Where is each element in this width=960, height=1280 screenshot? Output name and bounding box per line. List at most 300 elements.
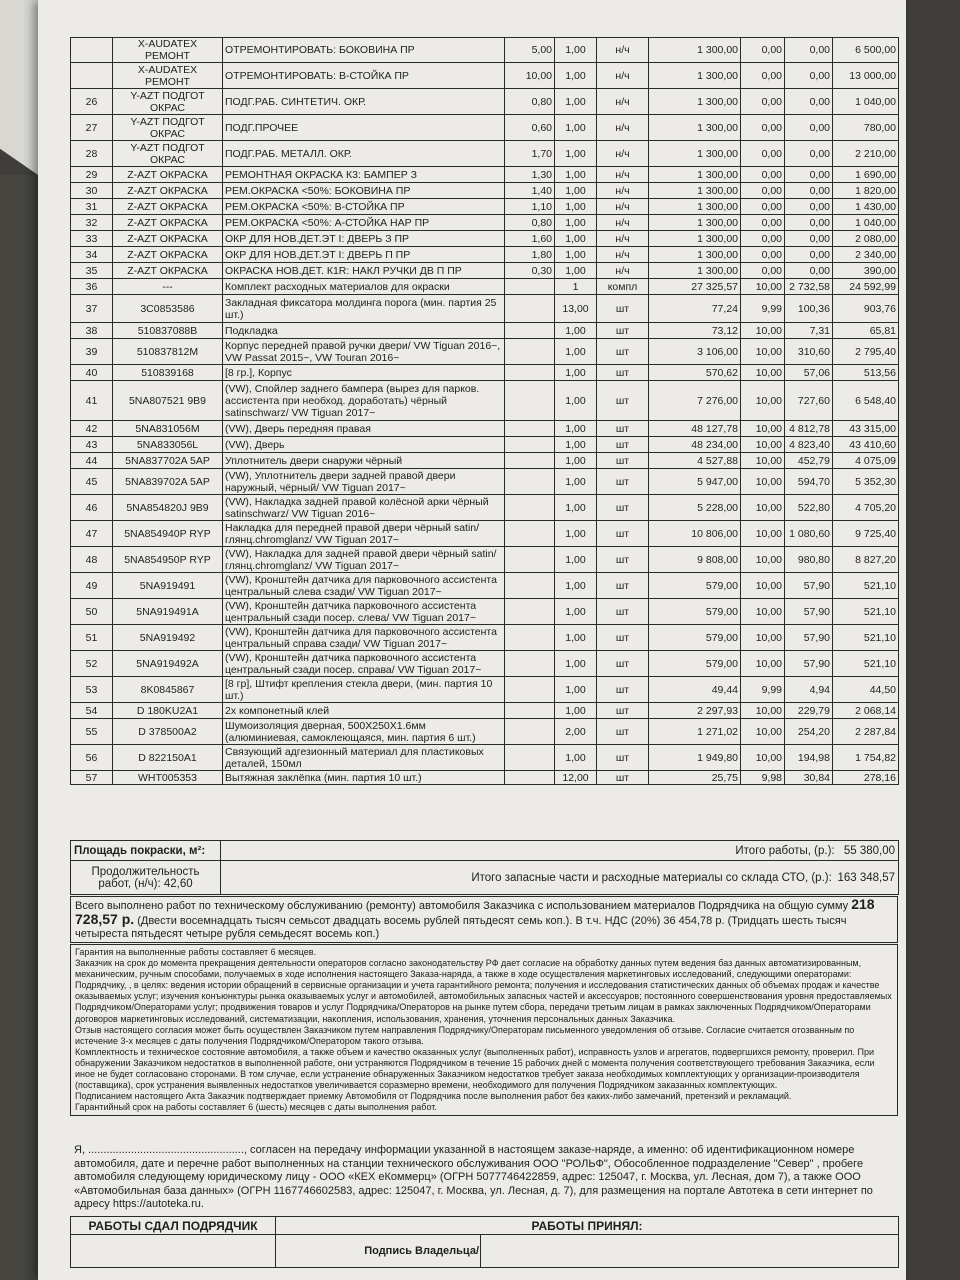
cell-code: X-AUDATEX РЕМОНТ (113, 63, 223, 89)
cell-coef: 2,00 (555, 719, 597, 745)
cell-price: 1 300,00 (649, 167, 741, 183)
cell-coef: 1,00 (555, 745, 597, 771)
table-row (71, 279, 899, 295)
cell-price: 1 300,00 (649, 183, 741, 199)
cell-disc: 0,00 (741, 183, 785, 199)
cell-name: Связующий адгезионный материал для пластиковых деталей, 150мл (223, 745, 505, 771)
cell-qty (505, 295, 555, 323)
cell-qty (505, 599, 555, 625)
table-row (71, 381, 899, 421)
cell-name: Уплотнитель двери снаружи чёрный (223, 453, 505, 469)
cell-disc: 10,00 (741, 495, 785, 521)
cell-disc: 10,00 (741, 573, 785, 599)
cell-n: 36 (71, 279, 113, 295)
cell-price: 1 300,00 (649, 63, 741, 89)
legal-act: Подписанием настоящего Акта Заказчик подтверждает приемку Автомобиля от Подрядчика после выполнения работ без каких-либо замечаний, претензий и рекламаций. (75, 1091, 792, 1102)
cell-vat: 0,00 (785, 63, 833, 89)
cell-price: 1 300,00 (649, 263, 741, 279)
cell-sum: 2 340,00 (833, 247, 899, 263)
cell-unit: н/ч (597, 183, 649, 199)
cell-unit: н/ч (597, 38, 649, 63)
cell-sum: 4 075,09 (833, 453, 899, 469)
cell-code: 5NA854950P RYP (113, 547, 223, 573)
cell-price: 570,62 (649, 365, 741, 381)
cell-price: 1 300,00 (649, 247, 741, 263)
cell-sum: 6 548,40 (833, 381, 899, 421)
table-row (71, 469, 899, 495)
table-row (71, 295, 899, 323)
cell-unit: шт (597, 339, 649, 365)
items-table (70, 37, 899, 785)
cell-n: 31 (71, 199, 113, 215)
cell-code: D 180KU2A1 (113, 703, 223, 719)
cell-unit: шт (597, 421, 649, 437)
table-row (71, 453, 899, 469)
cell-unit: шт (597, 323, 649, 339)
cell-price: 10 806,00 (649, 521, 741, 547)
cell-code: WHT005353 (113, 771, 223, 785)
cell-disc: 10,00 (741, 599, 785, 625)
cell-unit: н/ч (597, 89, 649, 115)
cell-name: (VW), Дверь передняя правая (223, 421, 505, 437)
cell-unit: шт (597, 521, 649, 547)
cell-name: РЕМ.ОКРАСКА <50%: А-СТОЙКА НАР ПР (223, 215, 505, 231)
cell-sum: 903,76 (833, 295, 899, 323)
cell-vat: 1 080,60 (785, 521, 833, 547)
cell-n: 28 (71, 141, 113, 167)
cell-price: 1 300,00 (649, 215, 741, 231)
cell-unit: н/ч (597, 231, 649, 247)
cell-price: 27 325,57 (649, 279, 741, 295)
table-row (71, 63, 899, 89)
cell-vat: 229,79 (785, 703, 833, 719)
cell-name: (VW), Спойлер заднего бампера (вырез для парков. ассистента при необход. доработать) чёрный satinschwarz/ VW Tiguan 2017~ (223, 381, 505, 421)
cell-disc: 10,00 (741, 547, 785, 573)
cell-code: Z-AZT ОКРАСКА (113, 263, 223, 279)
cell-disc: 10,00 (741, 365, 785, 381)
cell-disc: 10,00 (741, 703, 785, 719)
cell-price: 1 300,00 (649, 199, 741, 215)
cell-price: 7 276,00 (649, 381, 741, 421)
cell-qty (505, 771, 555, 785)
cell-price: 48 234,00 (649, 437, 741, 453)
cell-sum: 780,00 (833, 115, 899, 141)
cell-vat: 2 732,58 (785, 279, 833, 295)
cell-n: 51 (71, 625, 113, 651)
cell-n: 40 (71, 365, 113, 381)
cell-coef: 1,00 (555, 215, 597, 231)
cell-code: 510837088B (113, 323, 223, 339)
cell-sum: 2 287,84 (833, 719, 899, 745)
cell-disc: 10,00 (741, 453, 785, 469)
cell-vat: 0,00 (785, 199, 833, 215)
cell-price: 2 297,93 (649, 703, 741, 719)
cell-code: 5NA854820J 9B9 (113, 495, 223, 521)
legal-block (70, 944, 898, 1116)
cell-n: 48 (71, 547, 113, 573)
cell-code: Z-AZT ОКРАСКА (113, 247, 223, 263)
cell-code: X-AUDATEX РЕМОНТ (113, 38, 223, 63)
cell-sum: 2 068,14 (833, 703, 899, 719)
cell-code: 510839168 (113, 365, 223, 381)
table-row (71, 199, 899, 215)
cell-name: Закладная фиксатора молдинга порога (мин. партия 25 шт.) (223, 295, 505, 323)
cell-name: ПОДГ.РАБ. МЕТАЛЛ. ОКР. (223, 141, 505, 167)
cell-code: 5NA919492A (113, 651, 223, 677)
cell-vat: 0,00 (785, 183, 833, 199)
table-row (71, 247, 899, 263)
cell-unit: шт (597, 453, 649, 469)
cell-n: 34 (71, 247, 113, 263)
cell-sum: 513,56 (833, 365, 899, 381)
cell-name: ОКР ДЛЯ НОВ.ДЕТ.ЭТ I: ДВЕРЬ З ПР (223, 231, 505, 247)
work-total-label: Итого работы, (р.): (735, 844, 835, 857)
cell-qty: 1,10 (505, 199, 555, 215)
cell-name: [8 гр.], Корпус (223, 365, 505, 381)
cell-name: Вытяжная заклёпка (мин. партия 10 шт.) (223, 771, 505, 785)
cell-coef: 1,00 (555, 141, 597, 167)
cell-price: 1 271,02 (649, 719, 741, 745)
cell-code: 5NA854940P RYP (113, 521, 223, 547)
cell-code: Z-AZT ОКРАСКА (113, 199, 223, 215)
cell-coef: 1,00 (555, 183, 597, 199)
cell-sum: 1 430,00 (833, 199, 899, 215)
cell-unit: н/ч (597, 215, 649, 231)
cell-coef: 1,00 (555, 167, 597, 183)
cell-code: 5NA833056L (113, 437, 223, 453)
cell-vat: 57,90 (785, 625, 833, 651)
cell-sum: 2 795,40 (833, 339, 899, 365)
cell-sum: 2 080,00 (833, 231, 899, 247)
table-row (71, 167, 899, 183)
background (0, 175, 38, 1280)
cell-disc: 10,00 (741, 625, 785, 651)
cell-code: --- (113, 279, 223, 295)
cell-code: 8K0845867 (113, 677, 223, 703)
cell-n: 47 (71, 521, 113, 547)
cell-sum: 2 210,00 (833, 141, 899, 167)
cell-qty (505, 651, 555, 677)
cell-qty: 0,30 (505, 263, 555, 279)
cell-code: Z-AZT ОКРАСКА (113, 167, 223, 183)
cell-vat: 254,20 (785, 719, 833, 745)
cell-qty (505, 625, 555, 651)
cell-unit: шт (597, 677, 649, 703)
table-row (71, 495, 899, 521)
cell-qty (505, 279, 555, 295)
cell-vat: 522,80 (785, 495, 833, 521)
table-row (71, 421, 899, 437)
cell-disc: 10,00 (741, 651, 785, 677)
cell-vat: 727,60 (785, 381, 833, 421)
cell-vat: 7,31 (785, 323, 833, 339)
table-row (71, 719, 899, 745)
cell-sum: 6 500,00 (833, 38, 899, 63)
cell-sum: 13 000,00 (833, 63, 899, 89)
cell-vat: 0,00 (785, 38, 833, 63)
cell-vat: 4 812,78 (785, 421, 833, 437)
cell-disc: 0,00 (741, 89, 785, 115)
cell-n: 46 (71, 495, 113, 521)
cell-unit: шт (597, 365, 649, 381)
cell-unit: шт (597, 625, 649, 651)
summary-block (70, 896, 898, 943)
cell-code: Z-AZT ОКРАСКА (113, 231, 223, 247)
cell-coef: 1,00 (555, 677, 597, 703)
cell-code: 5NA919491 (113, 573, 223, 599)
cell-disc: 10,00 (741, 421, 785, 437)
cell-n: 44 (71, 453, 113, 469)
cell-coef: 1,00 (555, 421, 597, 437)
cell-qty (505, 495, 555, 521)
cell-name: (VW), Дверь (223, 437, 505, 453)
cell-qty: 0,60 (505, 115, 555, 141)
cell-qty: 0,80 (505, 215, 555, 231)
cell-code: D 378500A2 (113, 719, 223, 745)
cell-coef: 1,00 (555, 323, 597, 339)
cell-unit: шт (597, 599, 649, 625)
cell-vat: 0,00 (785, 141, 833, 167)
cell-price: 1 300,00 (649, 38, 741, 63)
cell-disc: 10,00 (741, 719, 785, 745)
cell-code: 510837812M (113, 339, 223, 365)
cell-name: (VW), Накладка задней правой колёсной арки чёрный satinschwarz/ VW Tiguan 2016~ (223, 495, 505, 521)
cell-disc: 10,00 (741, 521, 785, 547)
cell-name: (VW), Уплотнитель двери задней правой двери наружный, чёрный/ VW Tiguan 2017~ (223, 469, 505, 495)
table-row (71, 115, 899, 141)
cell-sum: 44,50 (833, 677, 899, 703)
cell-n: 54 (71, 703, 113, 719)
cell-qty: 1,40 (505, 183, 555, 199)
cell-n: 45 (71, 469, 113, 495)
cell-n: 55 (71, 719, 113, 745)
cell-name: ОТРЕМОНТИРОВАТЬ: БОКОВИНА ПР (223, 38, 505, 63)
cell-vat: 452,79 (785, 453, 833, 469)
cell-coef: 1,00 (555, 263, 597, 279)
cell-name: (VW), Кронштейн датчика для парковочного ассистента центральный слева сзади/ VW Tiguan 2017~ (223, 573, 505, 599)
cell-unit: компл (597, 279, 649, 295)
consent-text: Я, ..................................................., согласен на передачу информации указанной в настоящем заказе-наряде, а именно: об идентификационном номере автомобиля, дате и перечне работ выполненных на станции технического обслуживания ООО "РОЛЬФ", Обособленное подразделение "Север" , пробеге автомобиля следующему юридическому лицу - ООО «КЕХ еКоммерц» (ОГРН 5077746422859, адрес: 125047, г. Москва, ул. Лесная, дом 7), а также ООО «Автомобильная база данных» (ОГРН 1167746602583, адрес: 125047, г. Москва, ул. Лесная, д. 7), для размещения на портале Автотека в сети интернет по адресу https://autoteka.ru. (74, 1144, 873, 1210)
table-row (71, 89, 899, 115)
cell-qty: 0,80 (505, 89, 555, 115)
table-row (71, 339, 899, 365)
accepted-label: РАБОТЫ ПРИНЯЛ: (276, 1217, 899, 1235)
cell-vat: 310,60 (785, 339, 833, 365)
cell-unit: шт (597, 437, 649, 453)
cell-n: 39 (71, 339, 113, 365)
cell-coef: 12,00 (555, 771, 597, 785)
cell-vat: 594,70 (785, 469, 833, 495)
cell-price: 579,00 (649, 651, 741, 677)
cell-qty (505, 521, 555, 547)
cell-unit: н/ч (597, 199, 649, 215)
cell-unit: шт (597, 469, 649, 495)
cell-code: D 822150A1 (113, 745, 223, 771)
cell-unit: н/ч (597, 141, 649, 167)
cell-vat: 30,84 (785, 771, 833, 785)
cell-coef: 1,00 (555, 521, 597, 547)
cell-disc: 0,00 (741, 199, 785, 215)
cell-qty: 1,80 (505, 247, 555, 263)
cell-sum: 65,81 (833, 323, 899, 339)
cell-qty (505, 719, 555, 745)
summary-amount: 218 728,57 р. (75, 896, 875, 927)
cell-qty: 1,30 (505, 167, 555, 183)
cell-unit: шт (597, 573, 649, 599)
cell-sum: 4 705,20 (833, 495, 899, 521)
cell-vat: 4 823,40 (785, 437, 833, 453)
cell-vat: 0,00 (785, 89, 833, 115)
cell-price: 1 300,00 (649, 115, 741, 141)
cell-disc: 10,00 (741, 339, 785, 365)
cell-disc: 0,00 (741, 115, 785, 141)
cell-price: 9 808,00 (649, 547, 741, 573)
cell-disc: 10,00 (741, 437, 785, 453)
cell-disc: 0,00 (741, 63, 785, 89)
cell-name: Корпус передней правой ручки двери/ VW Tiguan 2016~, VW Passat 2015~, VW Touran 2016~ (223, 339, 505, 365)
cell-n: 57 (71, 771, 113, 785)
cell-unit: шт (597, 745, 649, 771)
legal-acceptance: Комплектность и техническое состояние автомобиля, а также объем и качество оказанных услуг (выполненных работ), исправность узлов и агрегатов, подвергшихся ремонту, проверил. При обнаружении Заказчиком недостатков в выполненной работе, они устраняются Подрядчиком в течение 15 рабочих дней с момента получения соответствующего требования Заказчика, если иное не будет согласовано сторонами. В том случае, если устранение обнаруженных Заказчиком недостатков требует заказа необходимых комплектующих у организации-производителя (поставщика), срок устранения выявленных недостатков увеличивается соразмерно времени, необходимого для получения Подрядчиком заказанных комплектующих. (75, 1046, 875, 1091)
cell-disc: 0,00 (741, 231, 785, 247)
cell-name: ПОДГ.РАБ. СИНТЕТИЧ. ОКР. (223, 89, 505, 115)
cell-sum: 1 820,00 (833, 183, 899, 199)
cell-n: 38 (71, 323, 113, 339)
table-row (71, 599, 899, 625)
legal-revoke: Отзыв настоящего согласия может быть осуществлен Заказчиком путем направления Подрядчику/Операторам письменного уведомления об отзыве. Согласие считается отозванным по истечение 3-х месяцев с даты получения Подрядчиком/Оператором такого отзыва. (75, 1024, 855, 1046)
cell-n: 53 (71, 677, 113, 703)
cell-sum: 43 410,60 (833, 437, 899, 453)
work-total-value: 55 380,00 (843, 844, 895, 857)
legal-warranty: Гарантия на выполненные работы составляет 6 месяцев. (75, 947, 317, 957)
cell-qty (505, 339, 555, 365)
table-row (71, 323, 899, 339)
cell-n: 30 (71, 183, 113, 199)
cell-sum: 521,10 (833, 625, 899, 651)
cell-sum: 1 754,82 (833, 745, 899, 771)
table-row (71, 651, 899, 677)
cell-disc: 9,99 (741, 677, 785, 703)
cell-sum: 43 315,00 (833, 421, 899, 437)
table-row (71, 703, 899, 719)
cell-vat: 4,94 (785, 677, 833, 703)
folded-page-corner (0, 0, 38, 175)
cell-code: Z-AZT ОКРАСКА (113, 183, 223, 199)
cell-vat: 57,90 (785, 599, 833, 625)
cell-qty (505, 453, 555, 469)
cell-disc: 0,00 (741, 141, 785, 167)
cell-coef: 1,00 (555, 231, 597, 247)
cell-coef: 1,00 (555, 453, 597, 469)
cell-n: 52 (71, 651, 113, 677)
duration-label: Продолжительность работ, (н/ч): 42,60 (71, 861, 221, 895)
cell-name: РЕМ.ОКРАСКА <50%: В-СТОЙКА ПР (223, 199, 505, 215)
table-row (71, 263, 899, 279)
cell-sum: 390,00 (833, 263, 899, 279)
cell-coef: 1,00 (555, 339, 597, 365)
cell-qty (505, 469, 555, 495)
cell-unit: шт (597, 295, 649, 323)
cell-sum: 1 040,00 (833, 215, 899, 231)
cell-code: Y-AZT ПОДГОТ ОКРАС (113, 141, 223, 167)
cell-price: 1 949,80 (649, 745, 741, 771)
cell-code: 5NA831056M (113, 421, 223, 437)
cell-name: (VW), Кронштейн датчика для парковочного ассистента центральный справа сзади/ VW Tiguan 2017~ (223, 625, 505, 651)
cell-unit: н/ч (597, 247, 649, 263)
cell-n: 49 (71, 573, 113, 599)
cell-sum: 1 690,00 (833, 167, 899, 183)
cell-disc: 10,00 (741, 469, 785, 495)
cell-coef: 1,00 (555, 437, 597, 453)
cell-sum: 521,10 (833, 651, 899, 677)
cell-price: 25,75 (649, 771, 741, 785)
table-row (71, 365, 899, 381)
cell-qty (505, 437, 555, 453)
cell-name: (VW), Кронштейн датчика парковочного ассистента центральный сзади посер. справа/ VW Tiguan 2017~ (223, 651, 505, 677)
cell-name: Комплект расходных материалов для окраски (223, 279, 505, 295)
cell-qty: 5,00 (505, 38, 555, 63)
cell-sum: 9 725,40 (833, 521, 899, 547)
contractor-label: РАБОТЫ СДАЛ ПОДРЯДЧИК (71, 1217, 276, 1235)
cell-price: 77,24 (649, 295, 741, 323)
cell-n: 29 (71, 167, 113, 183)
cell-name: РЕМ.ОКРАСКА <50%: БОКОВИНА ПР (223, 183, 505, 199)
table-row (71, 677, 899, 703)
cell-price: 579,00 (649, 599, 741, 625)
parts-total-value: 163 348,57 (837, 871, 895, 884)
cell-code: 5NA837702A 5AP (113, 453, 223, 469)
cell-code: 5NA807521 9B9 (113, 381, 223, 421)
legal-consent: Заказчик на срок до момента прекращения деятельности операторов согласно законодательству РФ дает согласие на обработку данных путем ведения баз данных автоматизированным, механическим, ручным способами, получаемых в ходе исполнения настоящего Заказа-наряда, а также в ходе осуществления маркетинговых исследований, следующими операторами: Подрядчику, , в целях: ведения истории обращений в сервисные организации и учета гарантийного ремонта; получения и исследования статистических данных об объемах продаж и качестве оказываемых услуг; изучения конъюнктуры рынка оказываемых услуг и автомобилей, автомобильных запасных частей и аксессуаров; постоянного совершенствования уровня предоставляемых Подрядчиком/Операторами услуг; продвижения товаров и услуг Подрядчика/Операторов на рынке путем сбора, передачи третьим лицам в рамках заключенных Подрядчиком/Операторами договоров маркетинговых исследований, систематизации, накопления, использования, хранения, уточнения персональных данных Заказчика. (75, 958, 892, 1024)
cell-qty: 10,00 (505, 63, 555, 89)
cell-name: [8 гр], Штифт крепления стекла двери, (мин. партия 10 шт.) (223, 677, 505, 703)
cell-code: Y-AZT ПОДГОТ ОКРАС (113, 89, 223, 115)
table-row (71, 547, 899, 573)
cell-unit: шт (597, 703, 649, 719)
cell-vat: 57,90 (785, 573, 833, 599)
cell-unit: н/ч (597, 63, 649, 89)
table-row (71, 231, 899, 247)
cell-coef: 1,00 (555, 365, 597, 381)
cell-coef: 1,00 (555, 625, 597, 651)
cell-qty (505, 421, 555, 437)
cell-disc: 0,00 (741, 215, 785, 231)
cell-qty (505, 365, 555, 381)
cell-name: Подкладка (223, 323, 505, 339)
cell-disc: 10,00 (741, 279, 785, 295)
cell-name: ОКРАСКА НОВ.ДЕТ. К1R: НАКЛ РУЧКИ ДВ П ПР (223, 263, 505, 279)
cell-price: 73,12 (649, 323, 741, 339)
cell-disc: 10,00 (741, 745, 785, 771)
cell-price: 4 527,88 (649, 453, 741, 469)
summary-line2: (Двести восемнадцать тысяч семьсот двадцать восемь рублей пятьдесят семь коп.). В т.ч. НДС (20%) 36 454,78 р. (Тридцать шесть тысяч четыреста пятьдесят четыре рубля семьдесят восемь коп.) (75, 915, 847, 940)
table-row (71, 183, 899, 199)
cell-n: 26 (71, 89, 113, 115)
cell-coef: 1,00 (555, 573, 597, 599)
cell-name: (VW), Кронштейн датчика парковочного ассистента центральный сзади посер. слева/ VW Tiguan 2017~ (223, 599, 505, 625)
cell-sum: 278,16 (833, 771, 899, 785)
summary-line1: Всего выполнено работ по техническому обслуживанию (ремонту) автомобиля Заказчика с использованием материалов Подрядчика на общую сумму (75, 900, 849, 912)
cell-price: 579,00 (649, 625, 741, 651)
cell-code: 3C0853586 (113, 295, 223, 323)
cell-qty (505, 323, 555, 339)
cell-name: Накладка для передней правой двери чёрный satin/глянц.chromglanz/ VW Tiguan 2017~ (223, 521, 505, 547)
cell-code: 5NA919492 (113, 625, 223, 651)
cell-price: 49,44 (649, 677, 741, 703)
cell-vat: 0,00 (785, 263, 833, 279)
cell-disc: 0,00 (741, 38, 785, 63)
cell-vat: 0,00 (785, 167, 833, 183)
